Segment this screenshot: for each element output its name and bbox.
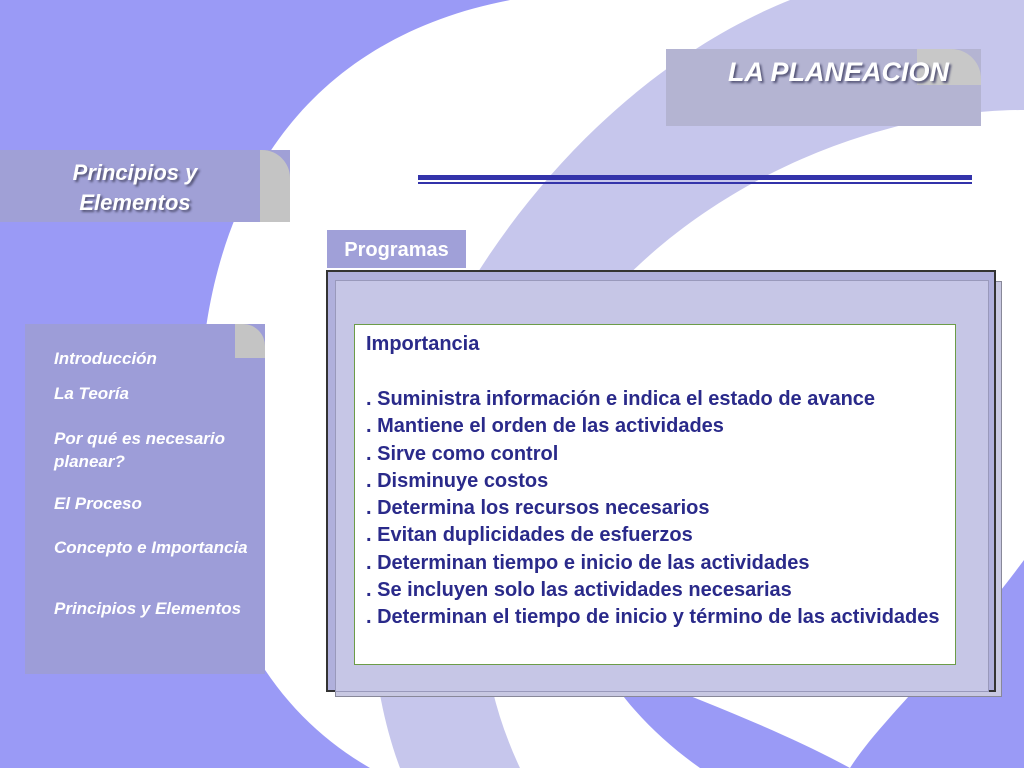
list-item: . Suministra información e indica el estado de avance	[366, 388, 876, 410]
list-item: . Evitan duplicidades de esfuerzos	[366, 524, 693, 547]
sidebar-item-por-que-planear[interactable]: Por qué es necesario planear?	[54, 429, 226, 471]
sidebar-item-el-proceso[interactable]: El Proceso	[54, 494, 142, 513]
list-item: . Determinan tiempo e inicio de las actividades	[366, 551, 810, 574]
title-rule-thin	[418, 182, 972, 184]
list-item: . Se incluyen solo las actividades necesarias	[366, 579, 792, 602]
content-panel	[354, 324, 956, 665]
list-item: . Determina los recursos necesarios	[366, 497, 710, 520]
section-banner	[0, 150, 290, 222]
tab-programas[interactable]: Programas	[327, 230, 466, 268]
sidebar-item-concepto-importancia[interactable]: Concepto e Importancia	[54, 538, 248, 557]
title-banner	[666, 49, 981, 126]
sidebar-item-la-teoria[interactable]: La Teoría	[54, 384, 129, 403]
section-title-line2: Elementos	[79, 190, 191, 215]
title-rule	[418, 175, 972, 180]
section-title	[0, 158, 270, 218]
page-title: LA PLANEACION	[728, 57, 949, 87]
list-item: . Disminuye costos	[366, 469, 549, 492]
sidebar-item-introduccion[interactable]: Introducción	[54, 349, 157, 368]
sidebar-item-principios-elementos[interactable]: Principios y Elementos	[54, 599, 242, 618]
list-item: . Sirve como control	[366, 442, 559, 465]
list-item: . Determinan el tiempo de inicio y término de las actividades	[366, 606, 940, 629]
list-item: . Mantiene el orden de las actividades	[366, 415, 724, 438]
importance-list	[366, 386, 951, 632]
content-heading: Importancia	[366, 333, 480, 355]
section-title-line1: Principios y	[72, 160, 198, 185]
